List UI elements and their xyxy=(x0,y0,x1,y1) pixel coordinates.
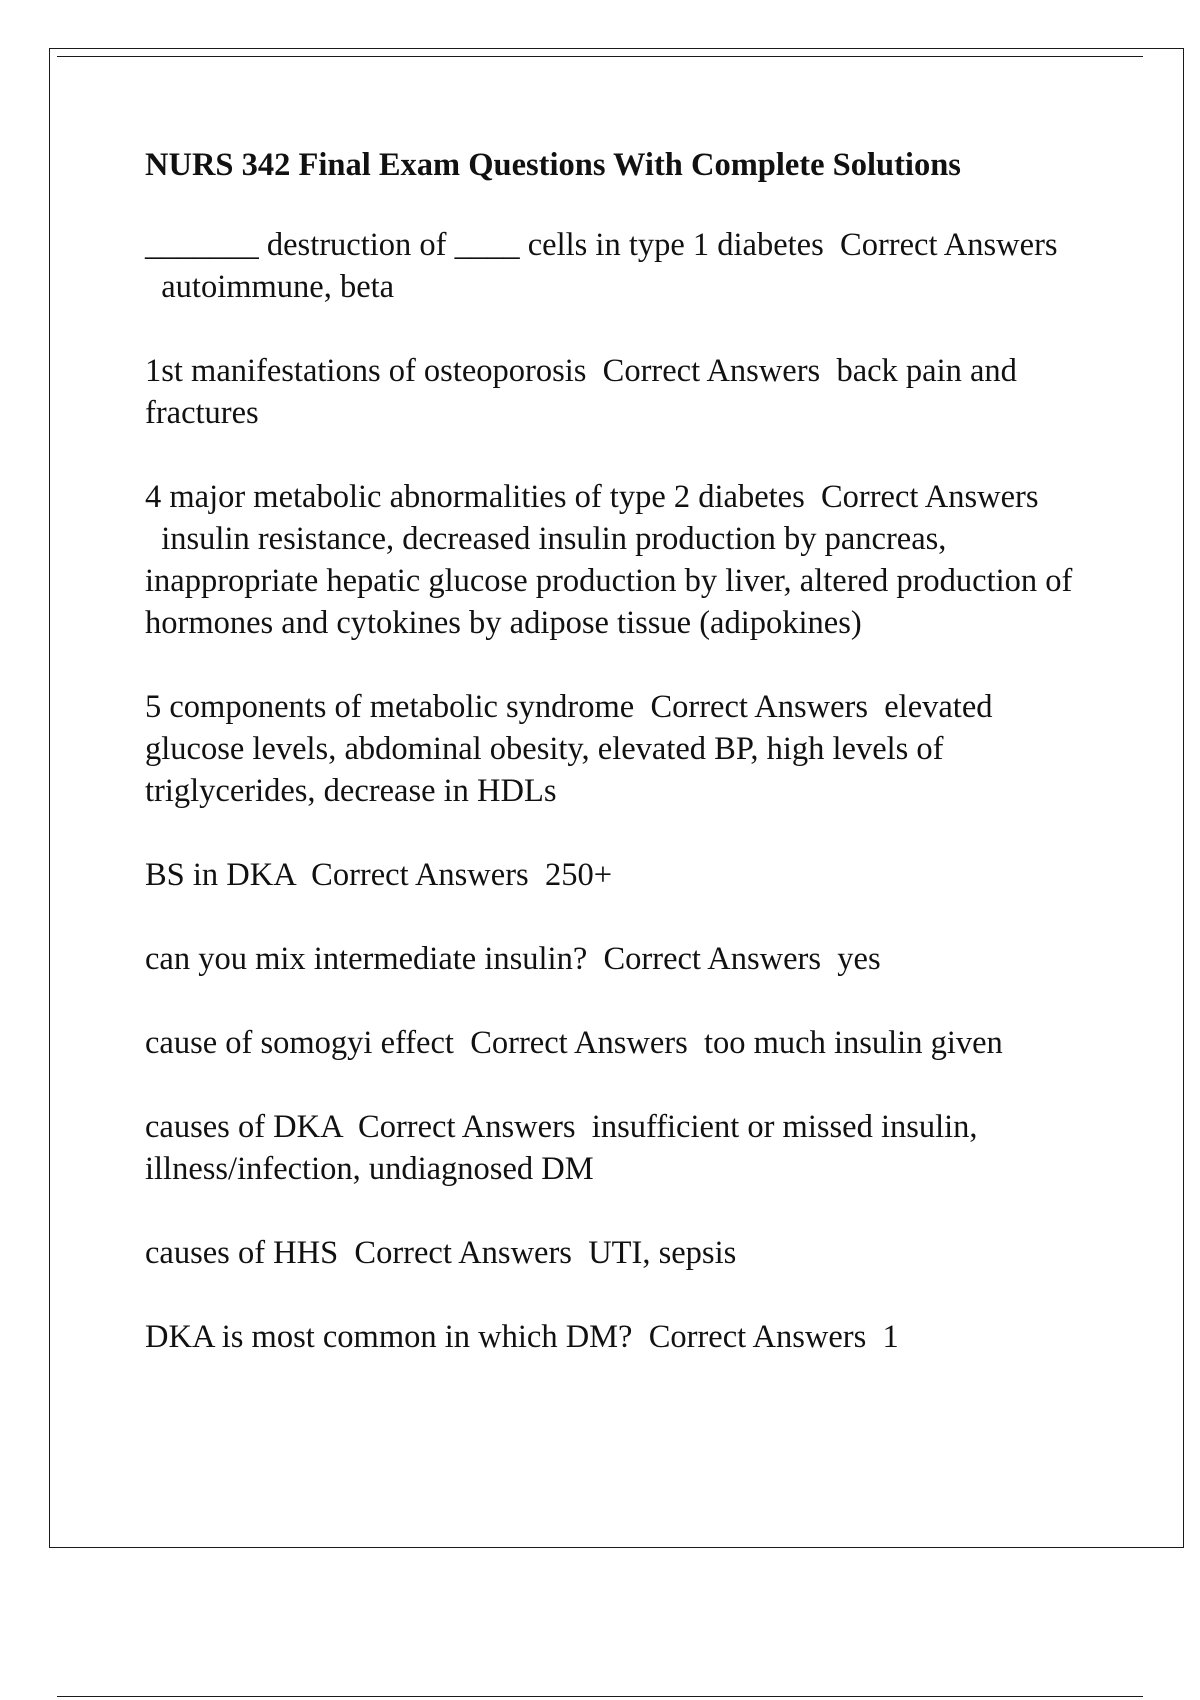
separator xyxy=(342,1109,358,1145)
separator xyxy=(576,1109,592,1145)
separator xyxy=(688,1025,704,1061)
answer-label: Correct Answers xyxy=(650,689,868,725)
separator xyxy=(572,1235,588,1271)
qa-item xyxy=(145,1022,1085,1064)
answer-label: Correct Answers xyxy=(840,227,1058,263)
separator xyxy=(587,941,603,977)
qa-item xyxy=(145,686,1085,812)
separator xyxy=(805,479,821,515)
answer-label: Correct Answers xyxy=(603,941,822,977)
document-title: NURS 342 Final Exam Questions With Complete Solutions xyxy=(145,147,961,183)
qa-item xyxy=(145,1316,1085,1358)
separator xyxy=(145,521,161,557)
answer-text: autoimmune, beta xyxy=(161,269,395,305)
separator xyxy=(868,689,884,725)
answer-text: insulin resistance, decreased insulin production by pancreas, inappropriate hepatic glucose production by liver, altered production of hormones and cytokines by adipose tissue (adipokines) xyxy=(145,521,1073,641)
separator xyxy=(454,1025,470,1061)
answer-label: Correct Answers xyxy=(311,857,529,893)
question-text: 1st manifestations of osteoporosis xyxy=(145,353,587,389)
qa-item xyxy=(145,1232,1085,1274)
question-text: causes of DKA xyxy=(145,1109,342,1145)
answer-text: back pain and fractures xyxy=(145,353,1017,431)
qa-item xyxy=(145,224,1085,308)
answer-label: Correct Answers xyxy=(358,1109,576,1145)
answer-text: 250+ xyxy=(544,857,613,893)
qa-item xyxy=(145,854,1085,896)
question-text: DKA is most common in which DM? xyxy=(145,1319,633,1355)
question-text: cause of somogyi effect xyxy=(145,1025,454,1061)
separator xyxy=(821,941,837,977)
answer-text: insufficient or missed insulin, illness/infection, undiagnosed DM xyxy=(145,1109,978,1187)
separator xyxy=(634,689,650,725)
answer-label: Correct Answers xyxy=(820,479,1039,515)
question-text: causes of HHS xyxy=(145,1235,339,1271)
separator xyxy=(338,1235,354,1271)
bottom-rule xyxy=(57,1696,1143,1697)
separator xyxy=(586,353,602,389)
answer-label: Correct Answers xyxy=(354,1235,572,1271)
answer-text: yes xyxy=(837,941,881,977)
question-text: _______ destruction of ____ cells in type 1 diabetes xyxy=(145,227,824,263)
qa-item xyxy=(145,1106,1085,1190)
answer-text: 1 xyxy=(882,1319,899,1355)
question-text: can you mix intermediate insulin? xyxy=(145,941,588,977)
qa-item xyxy=(145,350,1085,434)
top-rule xyxy=(57,56,1143,57)
separator xyxy=(295,857,311,893)
question-text: 4 major metabolic abnormalities of type 2 diabetes xyxy=(145,479,805,515)
separator xyxy=(820,353,836,389)
answer-text: elevated glucose levels, abdominal obesity, elevated BP, high levels of triglycerides, decrease in HDLs xyxy=(145,689,993,809)
answer-text: too much insulin given xyxy=(703,1025,1003,1061)
qa-item xyxy=(145,476,1085,644)
qa-list xyxy=(145,224,1085,1358)
answer-text: UTI, sepsis xyxy=(588,1235,737,1271)
separator xyxy=(529,857,545,893)
separator xyxy=(866,1319,882,1355)
separator xyxy=(824,227,840,263)
question-text: 5 components of metabolic syndrome xyxy=(145,689,635,725)
document-body xyxy=(145,144,1085,1400)
question-text: BS in DKA xyxy=(145,857,295,893)
answer-label: Correct Answers xyxy=(648,1319,867,1355)
separator xyxy=(145,269,161,305)
separator xyxy=(632,1319,648,1355)
qa-item xyxy=(145,938,1085,980)
answer-label: Correct Answers xyxy=(602,353,821,389)
answer-label: Correct Answers xyxy=(470,1025,688,1061)
